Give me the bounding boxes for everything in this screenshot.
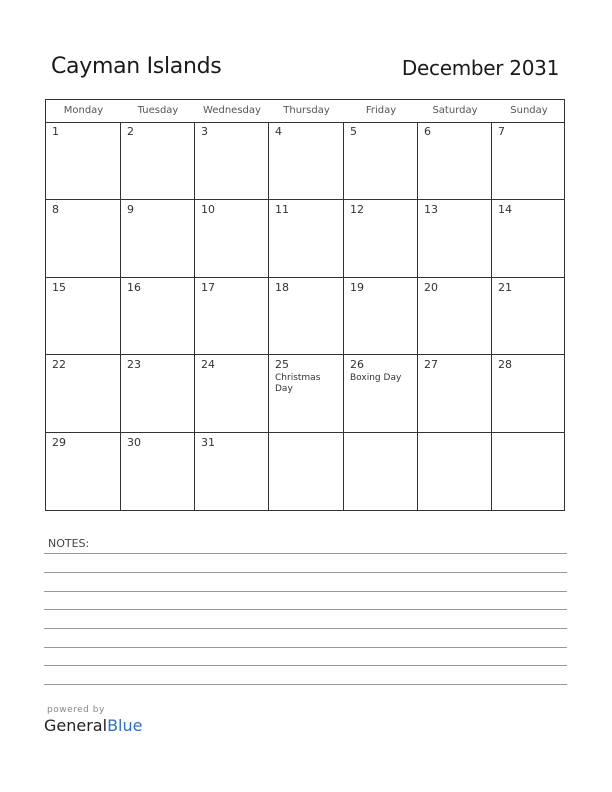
day-number: 22 [52, 358, 66, 371]
notes-line [44, 647, 567, 648]
day-number: 6 [424, 125, 431, 138]
day-cell [195, 433, 269, 511]
day-cell [344, 200, 418, 278]
day-number: 15 [52, 281, 66, 294]
day-cell [418, 433, 492, 511]
notes-label: NOTES: [48, 537, 90, 550]
day-cell [195, 355, 269, 433]
day-cell [492, 200, 566, 278]
notes-line [44, 684, 567, 685]
weekday-sunday: Sunday [510, 105, 548, 116]
holiday-label: Christmas Day [275, 373, 321, 394]
day-number: 9 [127, 203, 134, 216]
day-cell [344, 278, 418, 355]
day-number: 1 [52, 125, 59, 138]
day-cell [269, 200, 344, 278]
day-number: 14 [498, 203, 512, 216]
day-number: 23 [127, 358, 141, 371]
notes-line [44, 609, 567, 610]
day-number: 20 [424, 281, 438, 294]
day-cell [121, 200, 195, 278]
day-cell [492, 355, 566, 433]
day-number: 24 [201, 358, 215, 371]
day-cell [121, 355, 195, 433]
day-cell [195, 200, 269, 278]
day-number: 17 [201, 281, 215, 294]
day-cell [269, 355, 344, 433]
day-number: 28 [498, 358, 512, 371]
generalblue-logo [44, 716, 142, 735]
day-number: 7 [498, 125, 505, 138]
day-number: 4 [275, 125, 282, 138]
day-number: 29 [52, 436, 66, 449]
powered-by-text: powered by [47, 705, 105, 715]
country-title: Cayman Islands [51, 54, 222, 79]
day-cell [195, 122, 269, 200]
day-number: 19 [350, 281, 364, 294]
day-cell [46, 122, 121, 200]
notes-line [44, 628, 567, 629]
day-number: 11 [275, 203, 289, 216]
day-cell [418, 122, 492, 200]
logo-general: General [44, 716, 108, 735]
weekday-friday: Friday [365, 105, 397, 116]
weekday-header [46, 100, 564, 123]
day-number: 25 [275, 358, 289, 371]
day-cell [121, 122, 195, 200]
week-row [46, 200, 564, 278]
day-cell [492, 122, 566, 200]
day-cell [46, 278, 121, 355]
week-row [46, 278, 564, 355]
day-number: 31 [201, 436, 215, 449]
day-cell [492, 433, 566, 511]
day-number: 5 [350, 125, 357, 138]
day-number: 2 [127, 125, 134, 138]
weekday-wednesday: Wednesday [203, 105, 261, 116]
logo-blue: Blue [107, 716, 143, 735]
day-cell [269, 433, 344, 511]
notes-line [44, 665, 567, 666]
month-year-title: December 2031 [401, 56, 559, 80]
day-number: 12 [350, 203, 364, 216]
week-row [46, 355, 564, 433]
weekday-monday: Monday [63, 105, 104, 116]
day-cell [344, 433, 418, 511]
day-number: 18 [275, 281, 289, 294]
weekday-tuesday: Tuesday [137, 105, 179, 116]
day-cell [46, 355, 121, 433]
day-cell [46, 433, 121, 511]
notes-line [44, 572, 567, 573]
weekday-thursday: Thursday [283, 105, 330, 116]
day-number: 21 [498, 281, 512, 294]
day-number: 3 [201, 125, 208, 138]
day-number: 16 [127, 281, 141, 294]
calendar-grid [45, 99, 565, 511]
notes-line [44, 591, 567, 592]
day-cell [46, 200, 121, 278]
week-row [46, 122, 564, 200]
day-number: 30 [127, 436, 141, 449]
day-cell [492, 278, 566, 355]
holiday-label: Boxing Day [350, 373, 402, 383]
weekday-saturday: Saturday [432, 105, 478, 116]
day-number: 13 [424, 203, 438, 216]
notes-line [44, 553, 567, 554]
day-cell [344, 122, 418, 200]
day-cell [344, 355, 418, 433]
day-number: 27 [424, 358, 438, 371]
day-number: 10 [201, 203, 215, 216]
day-cell [269, 122, 344, 200]
week-row [46, 433, 564, 511]
day-cell [418, 200, 492, 278]
day-cell [418, 278, 492, 355]
day-cell [121, 433, 195, 511]
day-cell [195, 278, 269, 355]
day-cell [269, 278, 344, 355]
day-number: 26 [350, 358, 364, 371]
day-cell [121, 278, 195, 355]
day-cell [418, 355, 492, 433]
day-number: 8 [52, 203, 59, 216]
